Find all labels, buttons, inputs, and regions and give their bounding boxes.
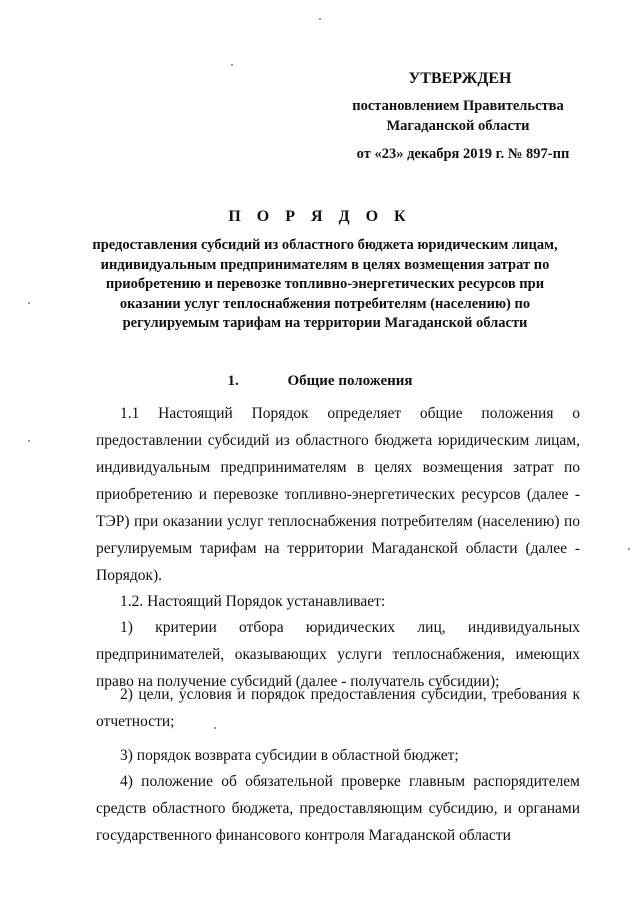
section-title: Общие положения — [287, 373, 413, 389]
approval-authority — [318, 96, 598, 136]
document-subtitle: предоставления субсидий из областного бюджета юридическим лицам, индивидуальным предпринимателям в целях возмещения затрат по приобретению и перевозке топливно-энергетических ресурсов при оказании услуг теплоснабжения потребителям (населению) по регулируемым тарифам на территории Магаданской области — [92, 237, 558, 331]
list-item-2: 2) цели, условия и порядок предоставления субсидии, требования к отчетности; — [96, 686, 580, 730]
scan-speck — [28, 302, 30, 304]
scan-speck — [214, 727, 216, 729]
section-heading — [0, 373, 640, 390]
approval-title: УТВЕРЖДЕН — [408, 70, 512, 87]
list-item-1: 1) критерии отбора юридических лиц, индивидуальных предпринимателей, оказывающих услуги теплоснабжения, имеющих право на получение субсидий (далее - получатель субсидии); — [96, 619, 580, 690]
scan-speck — [628, 548, 630, 550]
paragraph-1-1: 1.1 Настоящий Порядок определяет общие положения о предоставлении субсидий из областного бюджета юридическим лицам, индивидуальным предпринимателям в целях возмещения затрат по приобретению и перевозке топливно-энергетических ресурсов (далее - ТЭР) при оказании услуг теплоснабжения потребителям (населению) по регулируемым тарифам на территории Магаданской области (далее - Порядок). — [96, 405, 580, 584]
paragraph-1-2: 1.2. Настоящий Порядок устанавливает: — [120, 593, 386, 610]
scan-speck — [231, 64, 233, 66]
scan-speck — [28, 440, 30, 442]
section-number: 1. — [227, 373, 239, 389]
list-item-4: 4) положение об обязательной проверке главным распорядителем средств областного бюджета, предоставляющим субсидию, и органами государственного финансового контроля Магаданской области — [96, 773, 580, 844]
scan-speck — [319, 18, 321, 20]
approval-date: от «23» декабря 2019 г. № 897-пп — [356, 146, 570, 162]
approval-line-1: постановлением Правительства — [352, 98, 564, 114]
approval-line-2: Магаданской области — [386, 118, 530, 134]
document-title: П О Р Я Д О К — [228, 208, 412, 225]
list-item-3: 3) порядок возврата субсидии в областной бюджет; — [120, 747, 459, 764]
